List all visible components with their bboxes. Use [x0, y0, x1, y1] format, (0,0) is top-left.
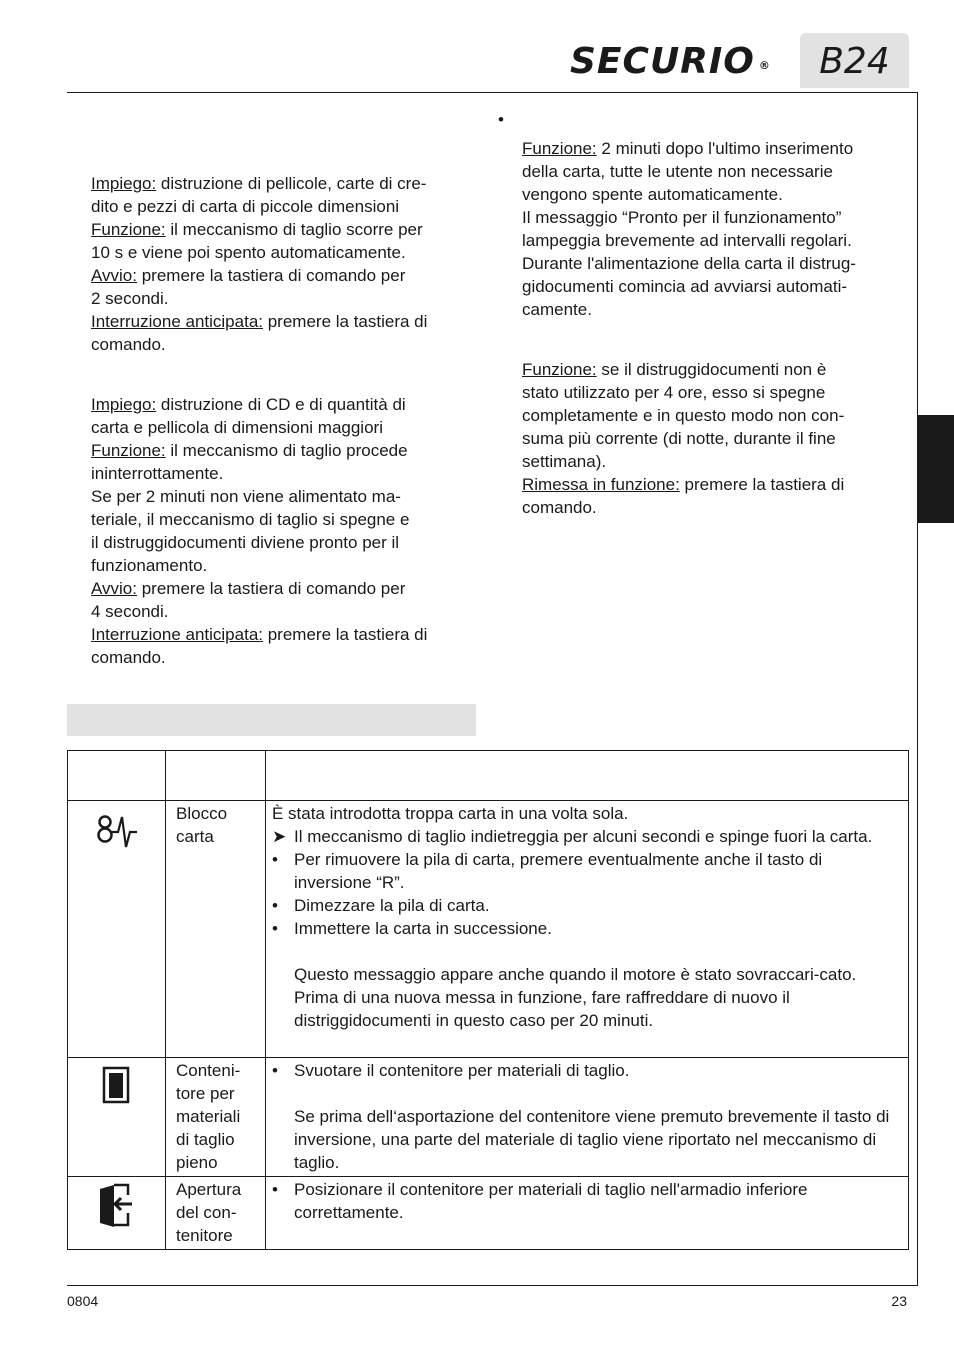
- table-cell-icon: [68, 1177, 166, 1250]
- table-cell-name: Blocco carta: [166, 801, 266, 1058]
- section-tab: [918, 415, 954, 523]
- table-cell-icon: [68, 801, 166, 1058]
- right-rule: [917, 92, 918, 1286]
- table-header-row: [68, 751, 909, 801]
- messages-table: [67, 750, 909, 1250]
- section-heading-bar: [67, 704, 476, 736]
- header-cell-remedy: [266, 751, 909, 801]
- header-cell-symbol: [68, 751, 166, 801]
- paper-jam-icon: [87, 807, 147, 867]
- mode-block-2: Impiego: distruzione di CD e di quantità di carta e pellicola di dimensioni maggiori Funzione: il meccanismo di taglio procede ininterrottamente. Se per 2 minuti non viene alimentato ma- teriale, il meccanismo di taglio si spegne e il distruggidocumenti diviene pronto per il funzionamento. Avvio: premere la tastiera di comando per 4 secondi. Interruzione anticipata: premere la tastiera di comando.: [91, 395, 428, 667]
- table-row: [68, 801, 909, 1058]
- table-row: [68, 1058, 909, 1177]
- door-open-icon: [94, 1181, 140, 1231]
- table-cell-description: • Svuotare il contenitore per materiali di taglio. Se prima dell‘asportazione del contenitore viene premuto brevemente il tasto di inversione, una parte del materiale di taglio viene riportato nel meccanismo di taglio.: [266, 1058, 909, 1177]
- brand-logo: SECURIO ®: [570, 41, 771, 82]
- page-number: 23: [891, 1293, 907, 1309]
- table-row: [68, 1177, 909, 1250]
- mode-block-1: Impiego: distruzione di pellicole, carte di cre- dito e pezzi di carta di piccole dimensioni Funzione: il meccanismo di taglio scorre per 10 s e viene poi spento automaticamente. Avvio: premere la tastiera di comando per 2 secondi. Interruzione anticipata: premere la tastiera di comando.: [91, 174, 428, 354]
- model-name: B24: [819, 41, 890, 82]
- table-cell-icon: [68, 1058, 166, 1177]
- bottom-rule: [67, 1285, 918, 1286]
- table-cell-description: È stata introdotta troppa carta in una volta sola. ➤ Il meccanismo di taglio indietreggia per alcuni secondi e spinge fuori la carta. • Per rimuovere la pila di carta, premere eventualmente anche il tasto di inversione “R”. • Dimezzare la pila di carta. • Immettere la carta in successione. Questo messaggio appare anche quando il motore è stato sovraccari-cato. Prima di una nuova messa in funzione, fare raffreddare di nuovo il distriggidocumenti in questo caso per 20 minuti.: [266, 801, 909, 1058]
- bin-full-icon: [97, 1064, 137, 1110]
- bullet-mark: •: [498, 110, 504, 129]
- auto-off-block: Funzione: se il distruggidocumenti non è stato utilizzato per 4 ore, esso si spegne completamente e in questo modo non con- suma più corrente (di notte, durante il fine settimana). Rimessa in funzione: premere la tastiera di comando.: [522, 360, 845, 517]
- table-cell-name: Apertura del con- tenitore: [166, 1177, 266, 1250]
- table-cell-name: Conteni- tore per materiali di taglio pieno: [166, 1058, 266, 1177]
- table-cell-description: • Posizionare il contenitore per materiali di taglio nell'armadio inferiore correttamente.: [266, 1177, 909, 1250]
- footer-code: 0804: [67, 1293, 99, 1309]
- standby-block: Funzione: 2 minuti dopo l'ultimo inserimento della carta, tutte le utente non necessarie vengono spente automaticamente. Il messaggio “Pronto per il funzionamento” lampeggia brevemente ad intervalli regolari. Durante l'alimentazione della carta il distrug- gidocumenti comincia ad avviarsi automati- camente.: [522, 139, 856, 319]
- header-cell-message: [166, 751, 266, 801]
- top-rule: [67, 92, 918, 93]
